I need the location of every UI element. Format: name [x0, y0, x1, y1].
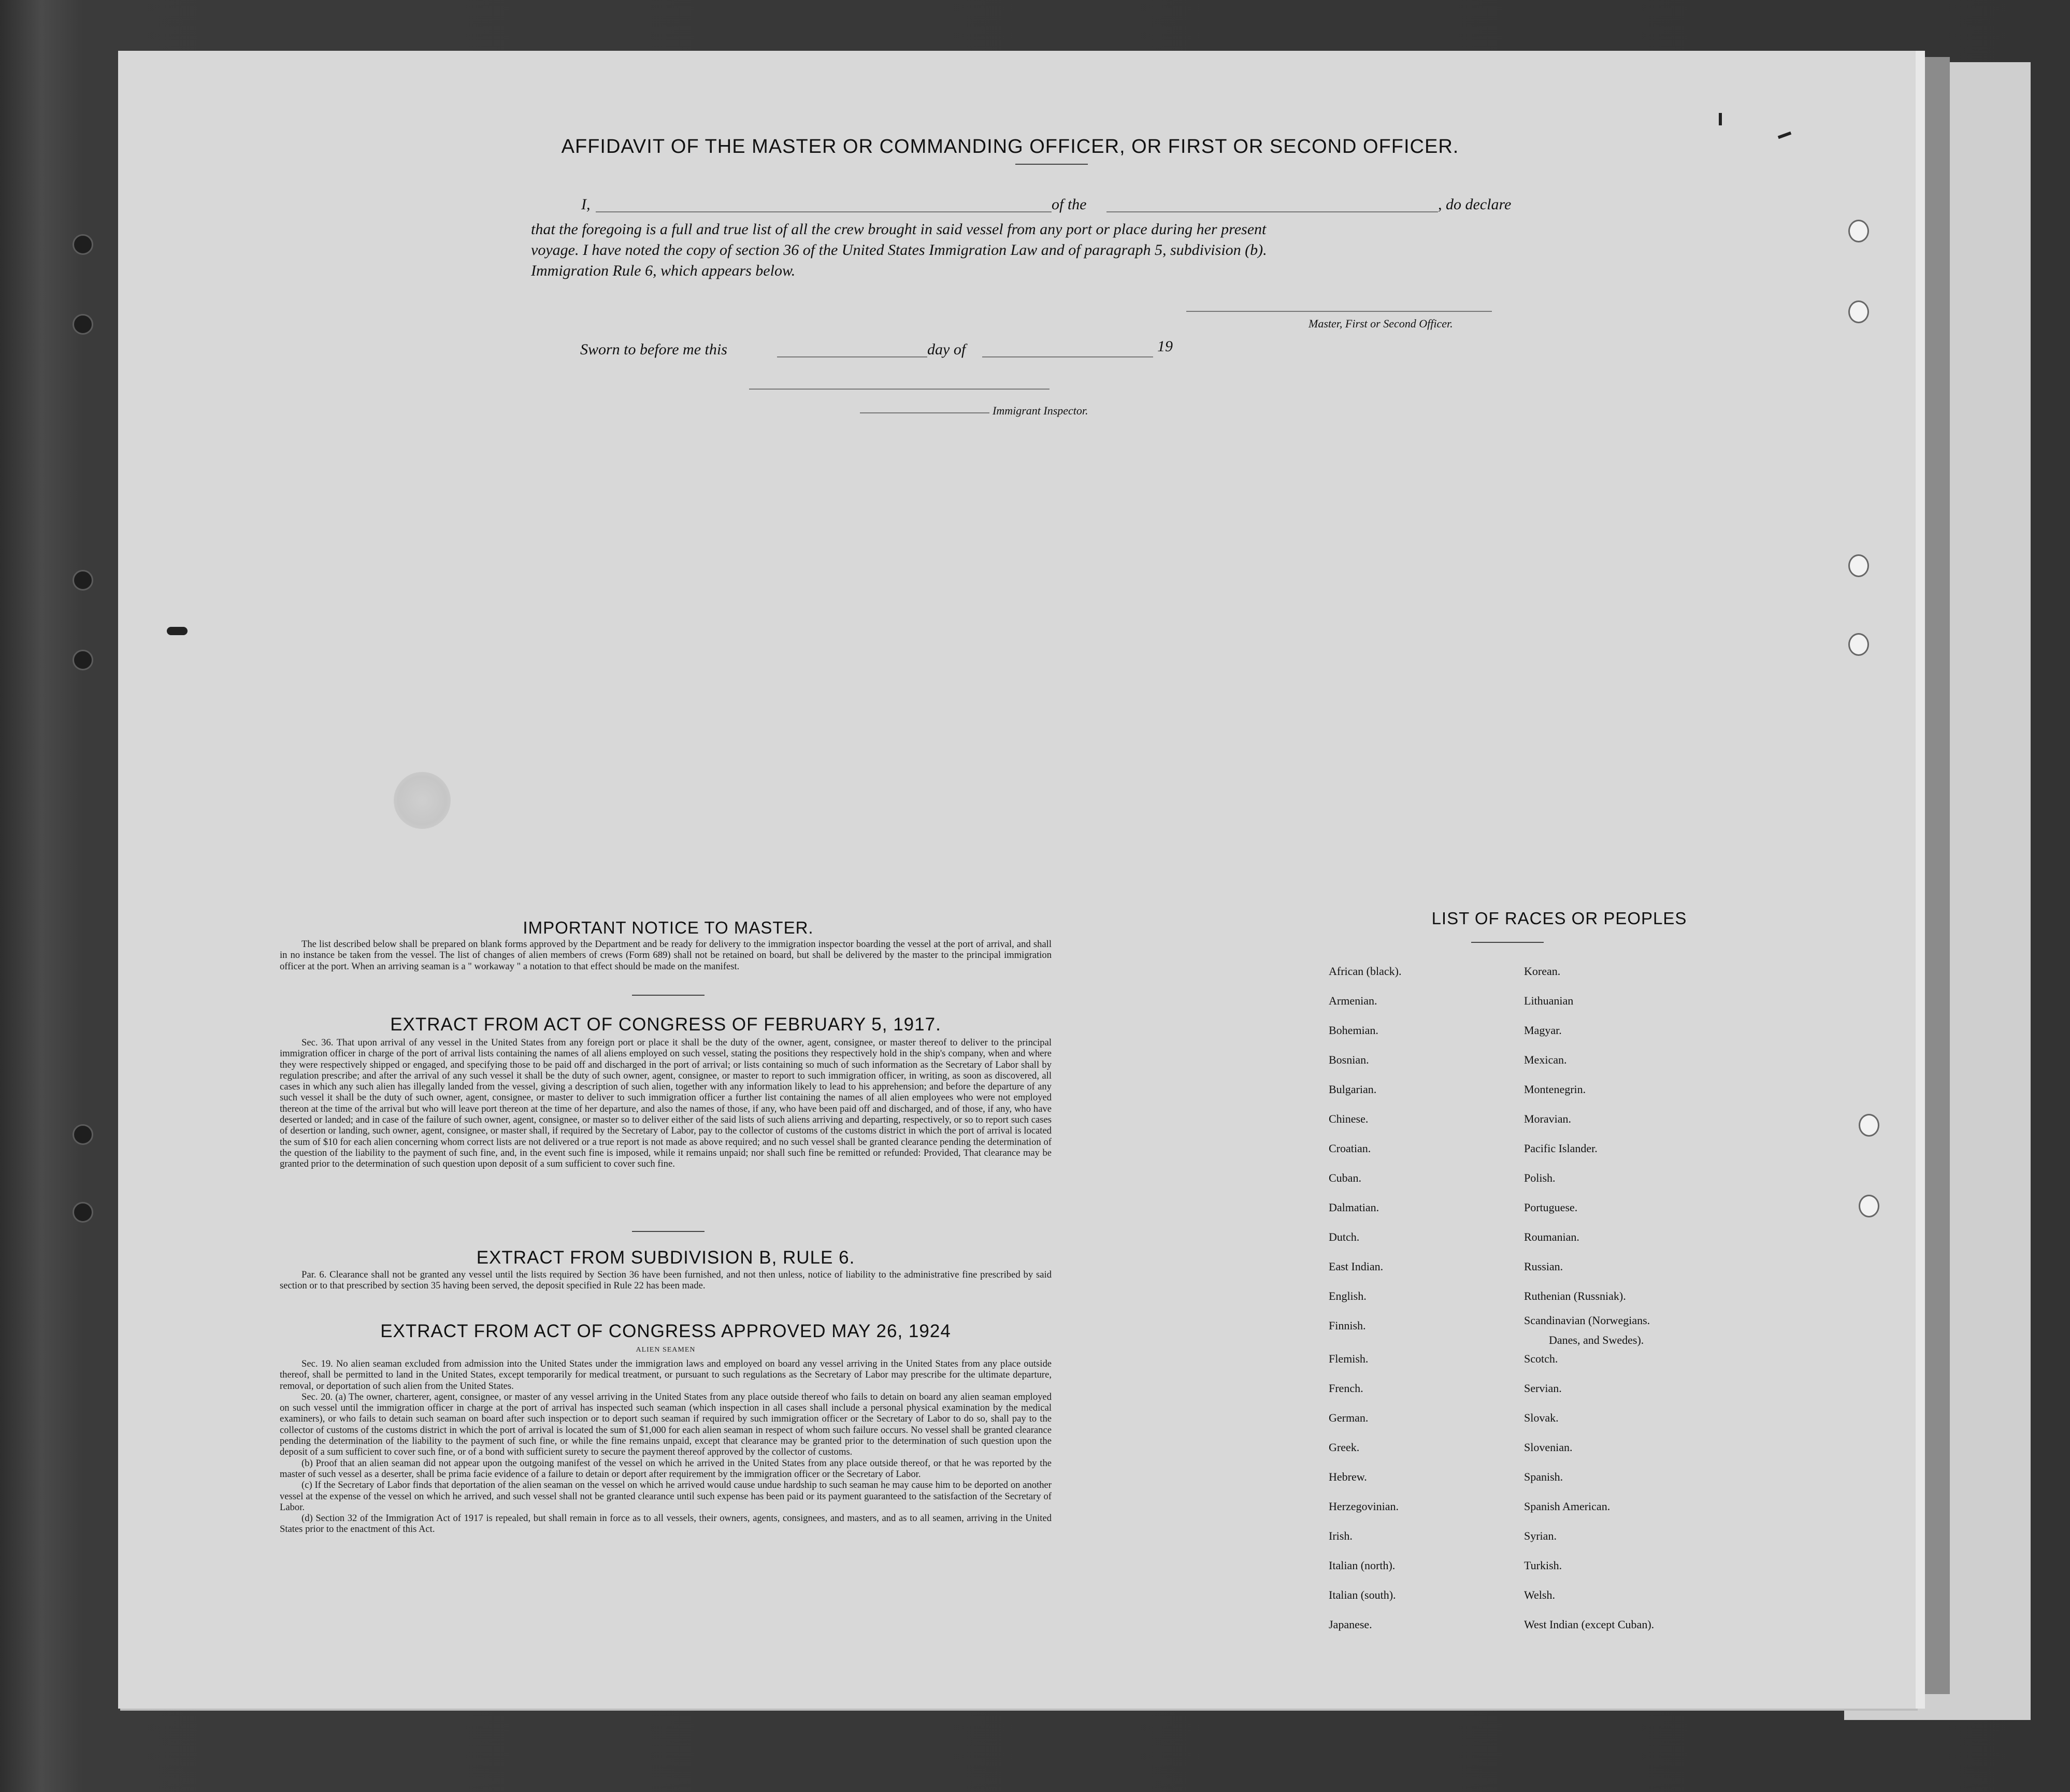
race-item: Russian.	[1524, 1260, 1563, 1273]
race-item: East Indian.	[1329, 1260, 1384, 1273]
binder-hole-icon	[1848, 554, 1869, 577]
race-item: Herzegovinian.	[1329, 1500, 1399, 1513]
master-signature-label: Master, First or Second Officer.	[1309, 317, 1453, 330]
extract-1917-title: EXTRACT FROM ACT OF CONGRESS OF FEBRUARY 5, 1917.	[390, 1014, 941, 1035]
extract-1924-sec20c: (c) If the Secretary of Labor finds that deportation of the alien seaman on the vessel on which he arrived would cause undue hardship to such seaman he may cause him to be deported on another vessel at the expense of the vessel on which he arrived, and such vessel shall not be granted clearance until such expense has been paid or its payment guaranteed to the satisfaction of the Secretary of Labor.	[280, 1480, 1052, 1513]
binder-hole-icon	[1859, 1195, 1879, 1217]
binder-hole-icon	[1859, 1114, 1879, 1137]
extract-1924-text	[280, 1358, 1052, 1535]
race-item: Danes, and Swedes).	[1549, 1334, 1644, 1346]
notice-text	[280, 939, 1052, 972]
sworn-text: Sworn to before me this	[580, 341, 727, 358]
race-item: Roumanian.	[1524, 1230, 1579, 1243]
race-item: Magyar.	[1524, 1024, 1562, 1037]
binder-hole-icon	[73, 650, 93, 670]
race-item: German.	[1329, 1411, 1369, 1424]
races-title: LIST OF RACES OR PEOPLES	[1431, 909, 1687, 928]
binder-hole-icon	[73, 314, 93, 335]
race-item: Slovak.	[1524, 1411, 1559, 1424]
race-item: Cuban.	[1329, 1171, 1361, 1184]
year-prefix: 19	[1157, 338, 1173, 355]
affidavit-i: I,	[581, 196, 591, 213]
inspector-label: Immigrant Inspector.	[993, 404, 1088, 417]
race-item: West Indian (except Cuban).	[1524, 1618, 1655, 1631]
race-item: Syrian.	[1524, 1529, 1557, 1542]
race-item: Turkish.	[1524, 1559, 1562, 1572]
inspector-sub-line	[860, 412, 989, 413]
race-item: Dalmatian.	[1329, 1201, 1379, 1214]
race-item: Pacific Islander.	[1524, 1142, 1598, 1155]
inspector-signature-line[interactable]	[749, 389, 1050, 390]
binder-hole-icon	[73, 570, 93, 591]
master-signature-line[interactable]	[1186, 311, 1492, 312]
underlying-page-edge	[1923, 57, 1950, 1694]
extract-1924-sec19: Sec. 19. No alien seaman excluded from admission into the United States under the immigration laws and employed on board any vessel arriving in the United States from any place outside thereof, shall be permitted to land in the United States, except temporarily for medical treatment, or pursuant to such regulations as the Secretary of Labor may prescribe for the ultimate departure, removal, or deportation of such alien from the United States.	[280, 1358, 1052, 1392]
race-item: Italian (north).	[1329, 1559, 1396, 1572]
affidavit-line-4: Immigration Rule 6, which appears below.	[531, 262, 796, 279]
extract-1924-sec20a: Sec. 20. (a) The owner, charterer, agent, consignee, or master of any vessel arriving in the United States from any place outside thereof who fails to detain on board any alien seaman employed on such vessel until the immigration officer in charge at the port of arrival has inspected such seaman (which inspection in all cases shall include a personal physical examination by the medical examiners), or who fails to detain such seaman on board after such inspection or to deport such seaman if required by such immigration officer or the Secretary of Labor to do so, shall pay to the collector of customs of the customs district in which the port of arrival is located the sum of $1,000 for each alien seaman in respect of whom such failure occurs. No vessel shall be granted clearance pending the determination of the liability to the payment of such fine, or while the fine remains unpaid, except that clearance may be granted prior to the determination of such question upon the deposit of a sum sufficient to cover such fine, or of a bond with sufficient surety to secure the payment thereof approved by the collector of customs.	[280, 1391, 1052, 1458]
race-item: Bulgarian.	[1329, 1083, 1377, 1096]
race-item: Moravian.	[1524, 1112, 1572, 1125]
race-item: Polish.	[1524, 1171, 1556, 1184]
extract-1924-subtitle: ALIEN SEAMEN	[636, 1346, 696, 1354]
name-blank[interactable]	[596, 211, 1052, 212]
binder-hole-icon	[73, 1124, 93, 1145]
extract-1917-text	[280, 1037, 1052, 1170]
sworn-month-blank[interactable]	[982, 356, 1153, 357]
race-item: Montenegrin.	[1524, 1083, 1586, 1096]
race-item: Croatian.	[1329, 1142, 1371, 1155]
section-divider	[632, 1231, 705, 1232]
race-item: Portuguese.	[1524, 1201, 1578, 1214]
extract-rule6-text	[280, 1269, 1052, 1292]
extract-1924-title: EXTRACT FROM ACT OF CONGRESS APPROVED MAY 26, 1924	[380, 1321, 951, 1341]
affidavit-line-2: that the foregoing is a full and true list of all the crew brought in said vessel from any port or place during her present	[531, 221, 1267, 238]
affidavit-declare: , do declare	[1438, 196, 1512, 213]
extract-1917-paragraph: Sec. 36. That upon arrival of any vessel in the United States from any foreign port or place it shall be the duty of the owner, agent, consignee, or master thereof to deliver to the principal immigration officer in charge of the port of arrival lists containing the names of all aliens employed on such vessel, stating the positions they respectively hold in the ship's company, when and where they were respectively shipped or engaged, and specifying those to be paid off and discharged in the port of arrival; or lists containing so much of such information as the Secretary of Labor shall by regulation prescribe; and after the arrival of any such vessel it shall be the duty of such owner, agent, consignee, or master to report to such immigration officer, in writing, as soon as discovered, all cases in which any such alien has illegally landed from the vessel, giving a description of such alien, together with any information likely to lead to his apprehension; and before the departure of any such vessel it shall be the duty of such owner, agent, consignee, or master to deliver to such immigration officer a further list containing the names of all alien employees who were not employed thereon at the time of the arrival but who will leave port thereon at the time of her departure, and also the names of those, if any, who have been paid off and discharged, and of those, if any, who have deserted or landed; and in case of the failure of such owner, agent, consignee, or master so to deliver either of the said lists of such aliens arriving and departing, respectively, or so to report such cases of desertion or landing, such owner, agent, consignee, or master shall, if required by the Secretary of Labor, pay to the collector of customs of the customs district in which the port of arrival is located the sum of $10 for each alien concerning whom correct lists are not delivered or a true report is not made as above required; and no such vessel shall be granted clearance pending the determination of the question of the liability to the payment of such fine, and, in the event such fine is imposed, while it remains unpaid; nor shall such fine be remitted or refunded: Provided, That clearance may be granted prior to the determination of such question upon deposit of a sum sufficient to cover such fine.	[280, 1037, 1052, 1170]
race-item: French.	[1329, 1382, 1363, 1395]
race-item: English.	[1329, 1289, 1367, 1302]
extract-rule6-title: EXTRACT FROM SUBDIVISION B, RULE 6.	[476, 1248, 855, 1268]
sworn-day-blank[interactable]	[777, 356, 927, 357]
vessel-blank[interactable]	[1106, 211, 1438, 212]
notice-paragraph: The list described below shall be prepared on blank forms approved by the Department and be ready for delivery to the immigration inspector boarding the vessel at the port of arrival, and shall in no instance be taken from the vessel. The list of changes of alien members of crews (Form 689) shall not be retained on board, but shall be delivered by the master to the principal immigration officer at the port. When an arriving seaman is a " workaway " a notation to that effect should be made on the manifest.	[280, 939, 1052, 972]
race-item: African (black).	[1329, 965, 1402, 978]
notice-title: IMPORTANT NOTICE TO MASTER.	[523, 918, 814, 937]
race-item: Chinese.	[1329, 1112, 1369, 1125]
extract-1924-sec20b: (b) Proof that an alien seaman did not appear upon the outgoing manifest of the vessel on which he arrived in the United States from any place outside thereof, or that he was reported by the master of such vessel as a deserter, shall be prima facie evidence of a failure to detain or deport after requirement by the immigration officer or the Secretary of Labor.	[280, 1457, 1052, 1480]
race-item: Mexican.	[1524, 1053, 1567, 1066]
race-item: Japanese.	[1329, 1618, 1372, 1631]
race-item: Spanish American.	[1524, 1500, 1611, 1513]
race-item: Bohemian.	[1329, 1024, 1378, 1037]
race-item: Irish.	[1329, 1529, 1353, 1542]
affidavit-title: AFFIDAVIT OF THE MASTER OR COMMANDING OFFICER, OR FIRST OR SECOND OFFICER.	[561, 136, 1459, 157]
race-item: Scotch.	[1524, 1352, 1558, 1365]
race-item: Spanish.	[1524, 1470, 1563, 1483]
race-item: Welsh.	[1524, 1588, 1555, 1601]
race-item: Finnish.	[1329, 1319, 1366, 1332]
extract-rule6-paragraph: Par. 6. Clearance shall not be granted any vessel until the lists required by Section 36 have been furnished, and not then unless, notice of liability to the administrative fine prescribed by said section or to that prescribed by section 35 having been served, the deposit specified in Rule 22 has been made.	[280, 1269, 1052, 1292]
race-item: Korean.	[1524, 965, 1561, 978]
race-item: Ruthenian (Russniak).	[1524, 1289, 1626, 1302]
section-divider	[632, 995, 705, 996]
faded-stamp	[394, 772, 451, 829]
race-item: Flemish.	[1329, 1352, 1369, 1365]
extract-1924-sec20d: (d) Section 32 of the Immigration Act of 1917 is repealed, but shall remain in force as to all vessels, their owners, agents, consignees, and masters, and as to all seamen, arriving in the United States prior to the enactment of this Act.	[280, 1513, 1052, 1535]
race-item: Slovenian.	[1524, 1441, 1573, 1454]
races-title-underline	[1471, 942, 1544, 943]
race-item: Armenian.	[1329, 994, 1377, 1007]
race-item: Scandinavian (Norwegians.	[1524, 1314, 1650, 1327]
race-item: Lithuanian	[1524, 994, 1574, 1007]
binder-hole-icon	[1848, 300, 1869, 323]
race-item: Hebrew.	[1329, 1470, 1367, 1483]
ink-smudge	[167, 627, 188, 635]
affidavit-of-the: of the	[1052, 196, 1087, 213]
race-item: Dutch.	[1329, 1230, 1360, 1243]
race-item: Greek.	[1329, 1441, 1360, 1454]
binder-hole-icon	[73, 1202, 93, 1223]
race-item: Servian.	[1524, 1382, 1562, 1395]
binder-hole-icon	[73, 234, 93, 255]
day-of-text: day of	[927, 341, 966, 358]
race-item: Bosnian.	[1329, 1053, 1369, 1066]
binder-hole-icon	[1848, 633, 1869, 656]
race-item: Italian (south).	[1329, 1588, 1396, 1601]
binder-hole-icon	[1848, 220, 1869, 242]
ink-mark	[1719, 113, 1722, 125]
affidavit-line-3: voyage. I have noted the copy of section 36 of the United States Immigration Law and of paragraph 5, subdivision (b).	[531, 241, 1267, 259]
title-underline	[1015, 164, 1088, 165]
page-edge-right	[1916, 51, 1925, 1709]
